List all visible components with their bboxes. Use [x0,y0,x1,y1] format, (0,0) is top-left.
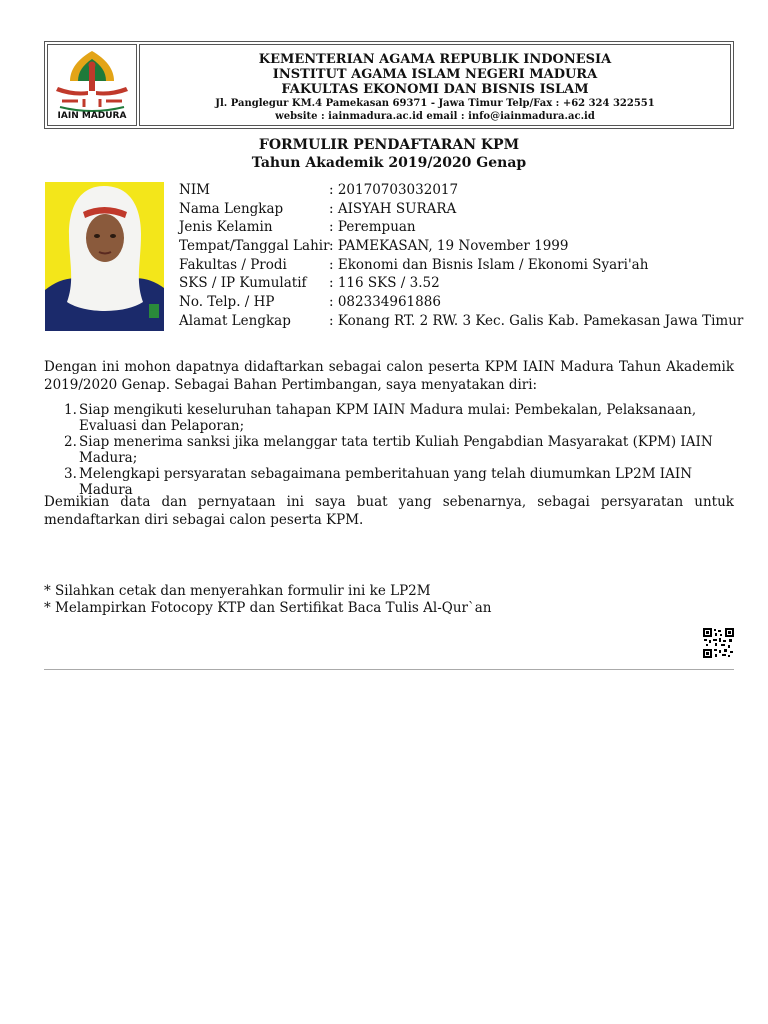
info-label: SKS / IP Kumulatif [179,275,307,292]
student-photo [45,182,164,331]
form-subtitle: Tahun Akademik 2019/2020 Genap [251,155,527,171]
info-label: Fakultas / Prodi [179,256,287,273]
list-text: Siap menerima sanksi jika melanggar tata tertib Kuliah Pengabdian Masyarakat (KPM) IAIN Madura; [79,434,713,466]
info-value: : Ekonomi dan Bisnis Islam / Ekonomi Syari'ah [329,256,649,273]
iain-madura-logo [47,44,137,126]
info-value: : PAMEKASAN, 19 November 1999 [329,238,569,255]
info-value: : 082334961886 [329,294,441,311]
note-attachment: * Melampirkan Fotocopy KTP dan Sertifikat Baca Tulis Al-Qur`an [44,600,492,616]
list-item [44,402,734,434]
list-number: 2. [64,434,77,450]
logo-caption: IAIN MADURA [57,111,127,121]
info-value: : Konang RT. 2 RW. 3 Kec. Galis Kab. Pamekasan Jawa Timur [329,312,744,329]
closing-paragraph: Demikian data dan pernyataan ini saya buat yang sebenarnya, sebagai persyaratan untuk mendaftarkan diri sebagai calon peserta KPM. [44,494,734,528]
list-text: Melengkapi persyaratan sebagaimana pemberitahuan yang telah diumumkan LP2M IAIN Madura [79,466,693,498]
list-text: Siap mengikuti keseluruhan tahapan KPM IAIN Madura mulai: Pembekalan, Pelaksanaan, Evaluasi dan Pelaporan; [79,402,697,434]
info-label: No. Telp. / HP [179,294,275,311]
letterhead [44,41,734,129]
info-value: : AISYAH SURARA [329,200,457,217]
institute-name: INSTITUT AGAMA ISLAM NEGERI MADURA [272,67,598,82]
info-label: Jenis Kelamin [179,219,273,236]
contact-line: website : iainmadura.ac.id email : info@iainmadura.ac.id [275,111,595,122]
ministry-name: KEMENTERIAN AGAMA REPUBLIK INDONESIA [258,52,612,67]
info-label: NIM [179,182,210,198]
statement-list [44,402,734,498]
info-value: : 20170703032017 [329,182,459,198]
info-label: Alamat Lengkap [179,312,291,329]
address-line: Jl. Panglegur KM.4 Pamekasan 69371 - Jawa Timur Telp/Fax : +62 324 322551 [215,98,655,109]
qr-code-icon [703,628,734,658]
info-value: : Perempuan [329,219,416,236]
note-print: * Silahkan cetak dan menyerahkan formulir ini ke LP2M [44,583,431,599]
intro-paragraph: Dengan ini mohon dapatnya didaftarkan sebagai calon peserta KPM IAIN Madura Tahun Akademik 2019/2020 Genap. Sebagai Bahan Pertimbangan, saya menyatakan diri: [44,359,734,393]
info-value: : 116 SKS / 3.52 [329,275,440,292]
form-title: FORMULIR PENDAFTARAN KPM [258,137,520,153]
info-label: Tempat/Tanggal Lahir [179,238,330,255]
institution-block [139,44,731,126]
list-item [44,434,734,466]
info-label: Nama Lengkap [179,200,284,217]
footer-divider [44,669,734,670]
faculty-name: FAKULTAS EKONOMI DAN BISNIS ISLAM [281,82,589,97]
list-number: 1. [64,402,77,418]
list-number: 3. [64,466,77,482]
